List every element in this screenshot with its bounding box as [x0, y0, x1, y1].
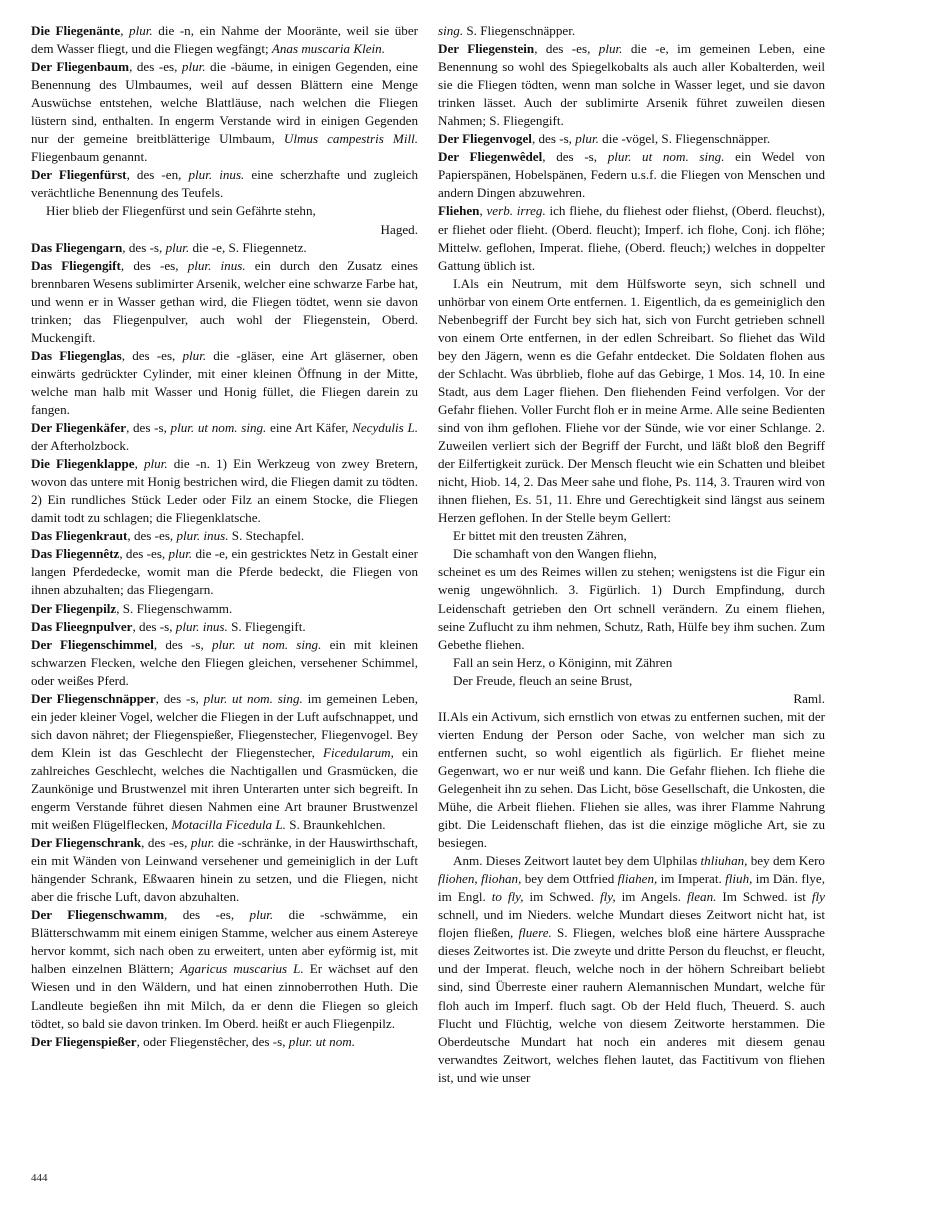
entry-headword: Die Fliegenänte: [31, 23, 121, 38]
entry-text: eine scherzhafte und zugleich verächtliche Benennung des Teufels.: [31, 167, 419, 201]
annotation-paragraph: [438, 852, 825, 1087]
entry-text: ,: [479, 203, 487, 219]
entry-text: ein zahlreiches Geschlecht, welches die Nachtigallen und Grasmücken, die Zaunkönige und Brustwenzel mit ihren Unterarten unter sich begreift. In engerm Verstande führet diesen Nahmen eine Art brauner Brustwenzel mit weißen Flügelflecken,: [31, 744, 418, 833]
entry-text: , des -s,: [132, 618, 176, 634]
entry-headword: Der Fliegenvogel: [438, 131, 532, 147]
entry-headword: Die Fliegenklappe: [31, 456, 135, 472]
entry-text: , des -es,: [129, 59, 182, 75]
entry-text: bey dem Ottfried: [521, 871, 618, 887]
entry-text: die -n, ein Nahme der Mooränte, weil sie über dem Wasser fliegt, und die Fliegen wegfängt;: [31, 23, 419, 57]
entry-headword: Der Fliegenstein: [438, 41, 535, 57]
right-column: [438, 22, 825, 1087]
entry-headword: Das Fliegenglas: [31, 347, 122, 363]
latin-term: fluere.: [518, 925, 552, 941]
entry-text: , des -es,: [164, 907, 250, 923]
latin-term: fliahen,: [617, 871, 658, 887]
latin-term: Anas muscaria Klein.: [271, 41, 386, 57]
latin-term: plur.: [168, 546, 193, 562]
dictionary-entry: [438, 130, 825, 148]
latin-term: plur. inus.: [187, 257, 246, 273]
entry-text: die -e, ein gestricktes Netz in Gestalt einer langen Pferdedecke, womit man die Pferde bedeckt, die Fliegen von ihnen abzuhalten; das Fliegengarn.: [31, 546, 418, 598]
entry-text: die -schränke, in der Hauswirthschaft, ein mit Wänden von Leinwand versehener und gemeiniglich in der Luft hängender Schrank, Eßwaaren hinein zu setzen, und die Fliegen, nicht aber die frische Luft, davon abzuhalten.: [31, 835, 418, 905]
entry-text: Er wächset auf den Wiesen und in den Wäldern, und hat einen zinnoberrothen Huth. Die Landleute begießen ihn mit Milch, da er denn die Fliegen so gleich tödtet, so bald sie davon trinken. Im Oberd. heißt er auch Fliegenpilz.: [31, 961, 419, 1031]
entry-text: , des -s,: [153, 636, 212, 652]
entry-headword: Der Fliegenspießer: [31, 1033, 137, 1049]
latin-term: thliuhan,: [700, 853, 748, 869]
latin-term: fly: [811, 889, 825, 905]
verse-line: Er bittet mit den treusten Zähren,: [453, 528, 627, 544]
dictionary-entry: [31, 419, 418, 455]
entry-text: eine Art Käfer,: [266, 420, 353, 436]
entry-headword: Das Fliegenkraut: [31, 528, 128, 544]
entry-text: S. Fliegengift.: [227, 618, 306, 634]
entry-headword: Der Fliegenfürst: [31, 167, 127, 183]
entry-text: , des -s,: [542, 149, 608, 165]
entry-text: die -vögel, S. Fliegenschnäpper.: [598, 131, 771, 147]
entry-headword: Der Fliegenkäfer: [31, 420, 127, 436]
latin-term: plur. inus.: [176, 528, 229, 544]
entry-text: , des -es,: [119, 546, 169, 562]
dictionary-entry: [31, 906, 418, 1032]
entry-text: S. Fliegenschnäpper.: [463, 23, 576, 38]
latin-term: plur.: [249, 907, 274, 923]
paragraph: II.Als ein Activum, sich ernstlich von etwas zu entfernen suchen, mit der vierten Endung der Person oder Sache, von welcher man sich zu entfernen sucht, so wohl eigentlich als figürlich. Er fliehet meine Gegenwart, wo er nur weiß und kann. Die Gefahr fliehen. Ich fliehe die Gelegenheit ihn zu sehen. Das Licht, böse Gesellschaft, die Unkosten, die Mühe, die Arbeit fliehen. Fliehen sie alles, was ihrer Flamme Nahrung gibt. Die Leidenschaft fliehen, das ist die einzige mögliche Art, sie zu besiegen.: [438, 708, 825, 851]
entry-text: , des -es,: [534, 41, 599, 57]
latin-term: plur.: [129, 23, 153, 38]
entry-text: , des -s,: [122, 239, 166, 255]
entry-headword: Fliehen: [438, 203, 480, 219]
entry-headword: Der Fliegenschnäpper: [31, 690, 156, 706]
left-column: [31, 22, 418, 1051]
entry-text: die -bäume, in einigen Gegenden, eine Benennung des Ulmbaumes, weil auf dessen Blättern eine Menge Auswüchse entstehen, welche Blattläuse, nach welchen die Fliegen lüstern sind, enthalten. In engerm Verstande wird in einigen Gegenden nur der gemeine breitblätterige Ulmbaum,: [31, 59, 418, 147]
entry-text: im gemeinen Leben, ein jeder kleiner Vogel, welcher die Fliegen in der Luft aufschnappet, und sich davon nähret; der Fliegenspießer, Fliegenstecher, Fliegenvogel. Bey dem Klein ist das Geschlecht der Fliegenstecher,: [31, 690, 419, 760]
entry-text: ,: [134, 456, 144, 472]
latin-term: plur.: [181, 59, 206, 75]
latin-term: plur. inus.: [175, 618, 228, 634]
entry-text: ein Wedel von Papierspänen, Hobelspänen, Federn u.s.f. die Fliegen von Menschen und andern Dingen abzuwehren.: [438, 149, 826, 201]
dictionary-entry: [31, 166, 418, 202]
latin-term: flean.: [686, 889, 717, 905]
entry-text: die -e, S. Fliegennetz.: [189, 239, 307, 255]
entry-text: im Imperat.: [657, 871, 726, 887]
entry-text: die -schwämme, ein Blätterschwamm mit einem einigen Stamme, welcher aus einem Astereye hervor kommt, sich nach oben zu erweitert, unten aber eyförmig ist, mit halben einzelnen Blättern;: [31, 907, 418, 977]
entry-text: die -gläser, eine Art gläserner, oben einwärts gedrückter Cylinder, mit einer kleinen Öffnung in der Mitte, welche man halb mit Wasser und Honig füllet, die Fliegen darein zu fangen.: [31, 347, 419, 417]
verse-source: Haged.: [380, 221, 418, 237]
dictionary-entry: [438, 148, 825, 202]
dictionary-entry: [31, 600, 418, 618]
dictionary-entry: [31, 834, 418, 906]
entry-text: S. Stechapfel.: [228, 528, 305, 544]
entry-text: Fliegenbaum genannt.: [31, 149, 148, 165]
entry-headword: Der Fliegenschrank: [31, 835, 142, 851]
entry-text: Anm. Dieses Zeitwort lautet bey dem Ulphilas: [453, 853, 701, 869]
verse-line: Die schamhaft von den Wangen fliehn,: [453, 546, 657, 562]
entry-text: , S. Fliegenschwamm.: [116, 600, 233, 616]
latin-term: plur.: [182, 347, 207, 363]
dictionary-entry: [31, 239, 418, 257]
dictionary-entry: [31, 618, 418, 636]
entry-text: , des -en,: [126, 167, 189, 183]
entry-text: , des -es,: [127, 528, 177, 544]
dictionary-entry: [31, 527, 418, 545]
entry-headword: Das Fliegennêtz: [31, 546, 120, 562]
entry-text: ,: [120, 23, 130, 38]
latin-term: Ficedularum,: [323, 744, 394, 760]
entry-headword: Der Fliegenschimmel: [31, 636, 154, 652]
latin-term: plur.: [143, 456, 168, 472]
verse-line: Der Freude, fleuch an seine Brust,: [453, 672, 633, 688]
latin-term: to fly,: [491, 889, 524, 905]
entry-headword: Das Fliegengift: [31, 257, 121, 273]
entry-headword: Das Flieegnpulver: [31, 618, 133, 634]
latin-term: fliuh,: [725, 871, 753, 887]
dictionary-entry: [31, 636, 418, 690]
entry-text: die -e, im gemeinen Leben, eine Benennung so wohl des Spiegelkobalts als auch aller Kobalterden, weil sie die Fliegen tödten, wenn man solche in Wasser leget, und sie davon trinken lässet. Auch der sublimirte Arsenik führet zuweilen diesen Nahmen; S. Fliegengift.: [438, 41, 826, 129]
entry-text: , des -s,: [531, 131, 576, 147]
latin-term: fly,: [599, 889, 616, 905]
entry-text: im Dän. flye, im Engl.: [438, 871, 825, 905]
entry-headword: Der Fliegenschwamm: [31, 907, 164, 923]
entry-text: die -n. 1) Ein Werkzeug von zwey Bretern, wovon das untere mit Honig bestrichen wird, die Fliegen damit zu tödten. 2) Ein rundliches Stück Leder oder Filz an einem Stocke, die Fliegen damit todt zu schlagen; die Fliegenklatsche.: [31, 456, 418, 526]
entry-text: im Angels.: [615, 889, 687, 905]
dictionary-entry: [31, 58, 418, 166]
latin-term: plur.: [165, 239, 190, 255]
entry-text: der Afterholzbock.: [31, 438, 130, 454]
latin-term: Agaricus muscarius L.: [179, 961, 304, 977]
latin-term: plur. ut nom. sing.: [203, 690, 303, 706]
dictionary-entry: [438, 22, 825, 40]
verse-line: Fall an sein Herz, o Königinn, mit Zähren: [453, 654, 673, 670]
latin-term: plur. ut nom. sing.: [607, 149, 725, 165]
dictionary-entry: [31, 347, 418, 419]
entry-headword: Das Fliegengarn: [31, 239, 123, 255]
latin-term: plur.: [598, 41, 623, 57]
entry-text: im Schwed.: [523, 889, 600, 905]
entry-text: schnell, und im Nieders. welche Mundart dieses Zeitwort nicht hat, ist flojen fließen,: [438, 907, 825, 941]
latin-term: plur. ut nom. sing.: [211, 636, 322, 652]
dictionary-entry: [31, 690, 418, 834]
entry-text: , des -s,: [155, 690, 204, 706]
entry-text: , oder Fliegenstêcher, des -s,: [136, 1033, 289, 1049]
entry-text: ein mit kleinen schwarzen Flecken, welche den Fliegen gleichen, versehener Schimmel, oder weißes Pferd.: [31, 636, 418, 688]
entry-text: ich fliehe, du fliehest oder fliehst, (Oberd. fleuchst), er fliehet oder flieht. (Oberd. fleucht); Imperf. ich flohe, Conj. ich flöhe; Mittelw. geflohen, Imperat. fliehe, (Oberd. fleuch;) welches in doppelter Gattung üblich ist.: [438, 203, 825, 273]
verse-source: Raml.: [793, 690, 825, 706]
latin-term: Necydulis L.: [352, 420, 419, 436]
latin-term: plur.: [190, 835, 215, 851]
entry-headword: Der Fliegenwêdel: [438, 149, 543, 165]
page-number: 444: [31, 1172, 48, 1184]
entry-text: , des -s,: [126, 420, 171, 436]
latin-term: Motacilla Ficedula L.: [171, 817, 286, 833]
latin-term: plur. inus.: [188, 167, 245, 183]
dictionary-entry: [438, 202, 825, 274]
latin-term: fliohen, fliohan,: [438, 871, 522, 887]
entry-headword: Der Fliegenpilz: [31, 600, 117, 616]
paragraph: I.Als ein Neutrum, mit dem Hülfsworte seyn, sich schnell und unhörbar von einem Orte entfernen. 1. Eigentlich, da es gemeiniglich den Nebenbegriff der Furcht bey sich hat, sich von Furcht getrieben schnell von einem Orte entfernen, in der edlen Schreibart. So fliehet das Wild bey den Jägern, wenn es die Gefahr entdecket. Die Soldaten flohen aus der Schlacht. Was übrblieb, flohe auf das Gebirge, 1 Mos. 14, 10. In eine Stadt, aus dem Lager fliehen. Den fliehenden Feind verfolgen. Vor der Gefahr fliehen. Voller Furcht floh er in meine Arme. Alle seine Bedienten sind von ihm geflohen. Fliehe vor der Sünde, wie vor einer Schlange. 2. Zuweilen verliert sich der Begriff der Furcht, und läßt bloß den Begriff der Eilfertigkeit zurück. Der Mensch fleucht wie ein Schatten und bleibet nicht, Hiob. 14, 2. Das Meer sahe und flohe, Ps. 114, 3. Trauren wird von ihnen fliehen, Es. 51, 11. Ehre und Gerechtigkeit sind längst aus seinem Herzen geflohen. In der Stelle beym Gellert:: [438, 275, 825, 526]
entry-text: S. Fliegen, welches bloß eine härtere Aussprache dieses Zeitwortes ist. Die zweyte und dritte Person du fleuchst, er fleucht, und der Imperat. fleuch, welche noch in der höhern Schreibart beliebt sind, sind Überreste einer rauhern Alemannischen Mundart, welche für floh auch im Imperf. fluch sagt. Ob der Held fluch, Theuerd. S. auch Flucht und Flüchtig, welche von diesem Zeitworte herstammen. Die Oberdeutsche Mundart hat noch ein anderes mit diesem genau verwandtes Zeitwort, welches flehen lautet, das Factitivum von fliehen ist, und wie unser: [438, 925, 825, 1085]
entry-text: , des -es,: [141, 835, 191, 851]
dictionary-entry: [31, 1033, 418, 1051]
latin-term: verb. irreg.: [486, 203, 546, 219]
dictionary-entry: [438, 40, 825, 130]
latin-term: Ulmus campestris Mill.: [283, 131, 419, 147]
entry-text: , des -es,: [120, 257, 188, 273]
latin-term: plur. ut nom. sing.: [170, 420, 267, 436]
entry-text: , des -es,: [121, 347, 183, 363]
entry-text: S. Braunkehlchen.: [285, 817, 386, 833]
latin-term: sing.: [438, 23, 464, 38]
verse-line: Hier blieb der Fliegenfürst und sein Gefährte stehn,: [46, 203, 316, 219]
dictionary-entry: [31, 455, 418, 527]
dictionary-entry: [31, 257, 418, 347]
entry-headword: Der Fliegenbaum: [31, 59, 130, 75]
dictionary-entry: [31, 545, 418, 599]
entry-text: Im Schwed. ist: [716, 889, 812, 905]
entry-text: bey dem Kero: [747, 853, 825, 869]
paragraph: scheinet es um des Reimes willen zu stehen; wenigstens ist die Figur ein wenig ungewöhnlich. 3. Figürlich. 1) Durch Empfindung, durch Leidenschaft getrieben den Ort schnell verändern. Zu einem fliehen, seine Zuflucht zu ihm nehmen, Schutz, Rath, Hülfe bey ihm suchen. Zum Gebethe fliehen.: [438, 564, 825, 652]
latin-term: plur. ut nom.: [288, 1033, 355, 1049]
dictionary-entry: [31, 22, 418, 58]
entry-text: ein durch den Zusatz eines brennbaren Wesens sublimirter Arsenik, welcher eine schwarze Farbe hat, und wenn er in Wasser gethan wird, die Fliegen tödtet, wenn sie davon trinken; das Fliegenpulver, auch wohl der Fliegenstein, Oberd. Muckengift.: [31, 257, 419, 345]
latin-term: plur.: [575, 131, 599, 147]
